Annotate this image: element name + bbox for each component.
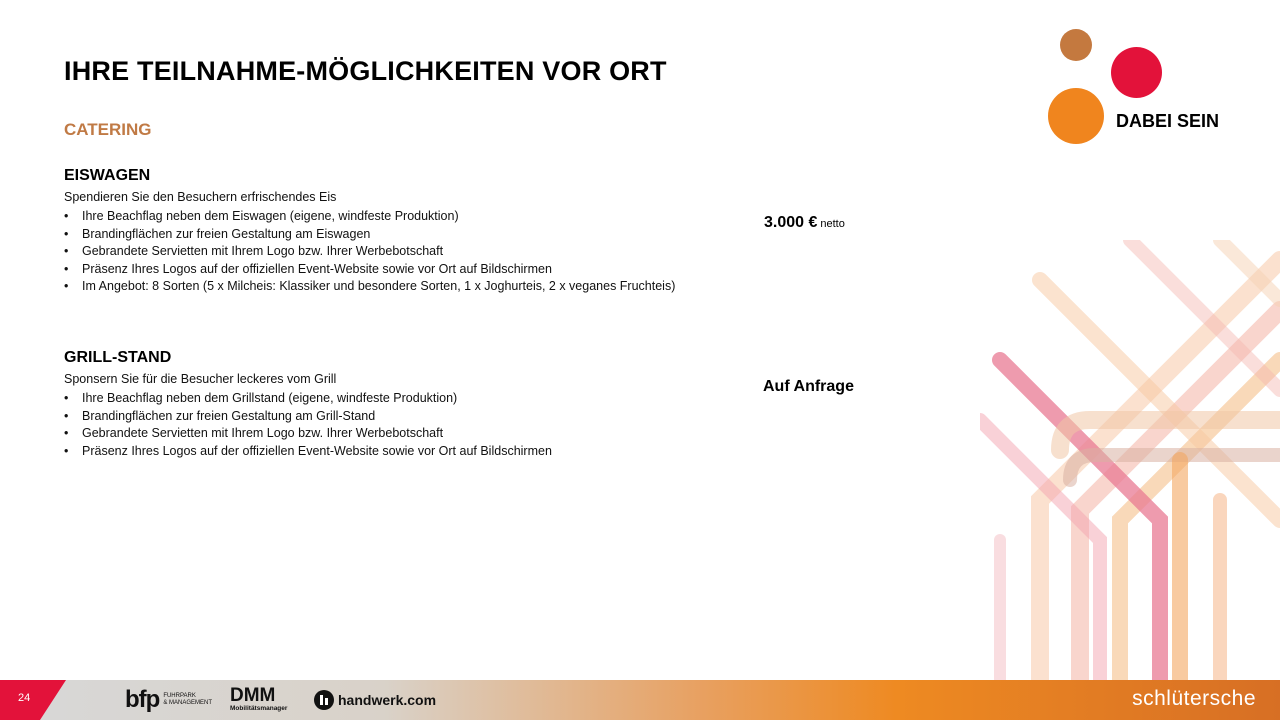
list-item — [64, 425, 704, 443]
bullet-icon: • — [64, 261, 69, 276]
list-item-text: Präsenz Ihres Logos auf der offiziellen Event-Website sowie vor Ort auf Bildschirmen — [82, 261, 552, 276]
dabei-sein-label: DABEI SEIN — [1116, 111, 1220, 131]
section-intro: Spendieren Sie den Besuchern erfrischendes Eis — [64, 190, 337, 204]
list-item-text: Brandingflächen zur freien Gestaltung am Eiswagen — [82, 226, 371, 241]
decorative-stripes — [980, 240, 1280, 680]
list-item — [64, 390, 704, 408]
bullet-icon: • — [64, 408, 69, 423]
bullet-icon: • — [64, 391, 69, 405]
bullet-icon: • — [64, 443, 69, 458]
bfp-logo-subtitle-line: & MANAGEMENT — [163, 700, 212, 706]
list-item — [64, 261, 704, 279]
section-eiswagen — [64, 167, 704, 296]
price-value: Auf Anfrage — [763, 378, 854, 395]
bullet-icon: • — [64, 426, 69, 440]
price-grill-stand — [763, 378, 854, 396]
page-number-tab — [0, 680, 66, 720]
bullet-icon: • — [64, 244, 69, 258]
section-heading: GRILL-STAND — [64, 349, 172, 366]
footer-bar — [0, 680, 1280, 720]
dmm-logo-mark: DMM — [230, 685, 276, 706]
orange-circle-decor — [1048, 88, 1104, 144]
page-number: 24 — [18, 692, 31, 704]
handwerk-icon — [314, 690, 334, 710]
section-heading: EISWAGEN — [64, 167, 151, 184]
section-intro: Sponsern Sie für die Besucher leckeres vom Grill — [64, 372, 337, 386]
bullet-icon: • — [64, 279, 69, 293]
list-item — [64, 408, 704, 426]
price-eiswagen — [764, 214, 845, 232]
list-item-text: Gebrandete Servietten mit Ihrem Logo bzw. Ihrer Werbebotschaft — [82, 426, 444, 440]
bfp-logo-mark: bfp — [125, 686, 160, 713]
bullet-list — [64, 208, 704, 296]
brown-circle-decor — [1060, 29, 1092, 61]
list-item-text: Gebrandete Servietten mit Ihrem Logo bzw. Ihrer Werbebotschaft — [82, 244, 444, 258]
bfp-logo — [125, 687, 212, 713]
list-item — [64, 443, 704, 461]
list-item-text: Ihre Beachflag neben dem Grillstand (eigene, windfeste Produktion) — [82, 391, 458, 405]
list-item — [64, 208, 704, 226]
list-item — [64, 243, 704, 261]
red-circle-decor — [1111, 47, 1162, 98]
schluetersche-logo: schlütersche — [1132, 687, 1256, 710]
price-value: 3.000 € — [764, 214, 818, 231]
handwerk-logo — [314, 687, 436, 713]
page-title: IHRE TEILNAHME-MÖGLICHKEITEN VOR ORT — [64, 56, 667, 86]
price-suffix: netto — [820, 218, 845, 230]
list-item — [64, 226, 704, 244]
bullet-list — [64, 390, 704, 460]
list-item-text: Brandingflächen zur freien Gestaltung am Grill-Stand — [82, 408, 376, 423]
bullet-icon: • — [64, 226, 69, 241]
list-item — [64, 278, 692, 296]
handwerk-logo-text: handwerk.com — [338, 692, 437, 708]
bfp-logo-subtitle — [163, 693, 212, 707]
bfp-logo-subtitle-line: FUHRPARK — [163, 693, 196, 699]
list-item-text: Im Angebot: 8 Sorten (5 x Milcheis: Klassiker und besondere Sorten, 1 x Joghurteis, 2 x veganes Fruchteis) — [82, 279, 676, 293]
bullet-icon: • — [64, 209, 69, 223]
dmm-logo-subtitle: Mobilitätsmanager — [230, 705, 288, 712]
dmm-logo — [230, 687, 287, 713]
list-item-text: Ihre Beachflag neben dem Eiswagen (eigene, windfeste Produktion) — [82, 209, 459, 223]
category-label: CATERING — [64, 120, 152, 139]
section-grill-stand — [64, 349, 704, 460]
list-item-text: Präsenz Ihres Logos auf der offiziellen Event-Website sowie vor Ort auf Bildschirmen — [82, 443, 552, 458]
